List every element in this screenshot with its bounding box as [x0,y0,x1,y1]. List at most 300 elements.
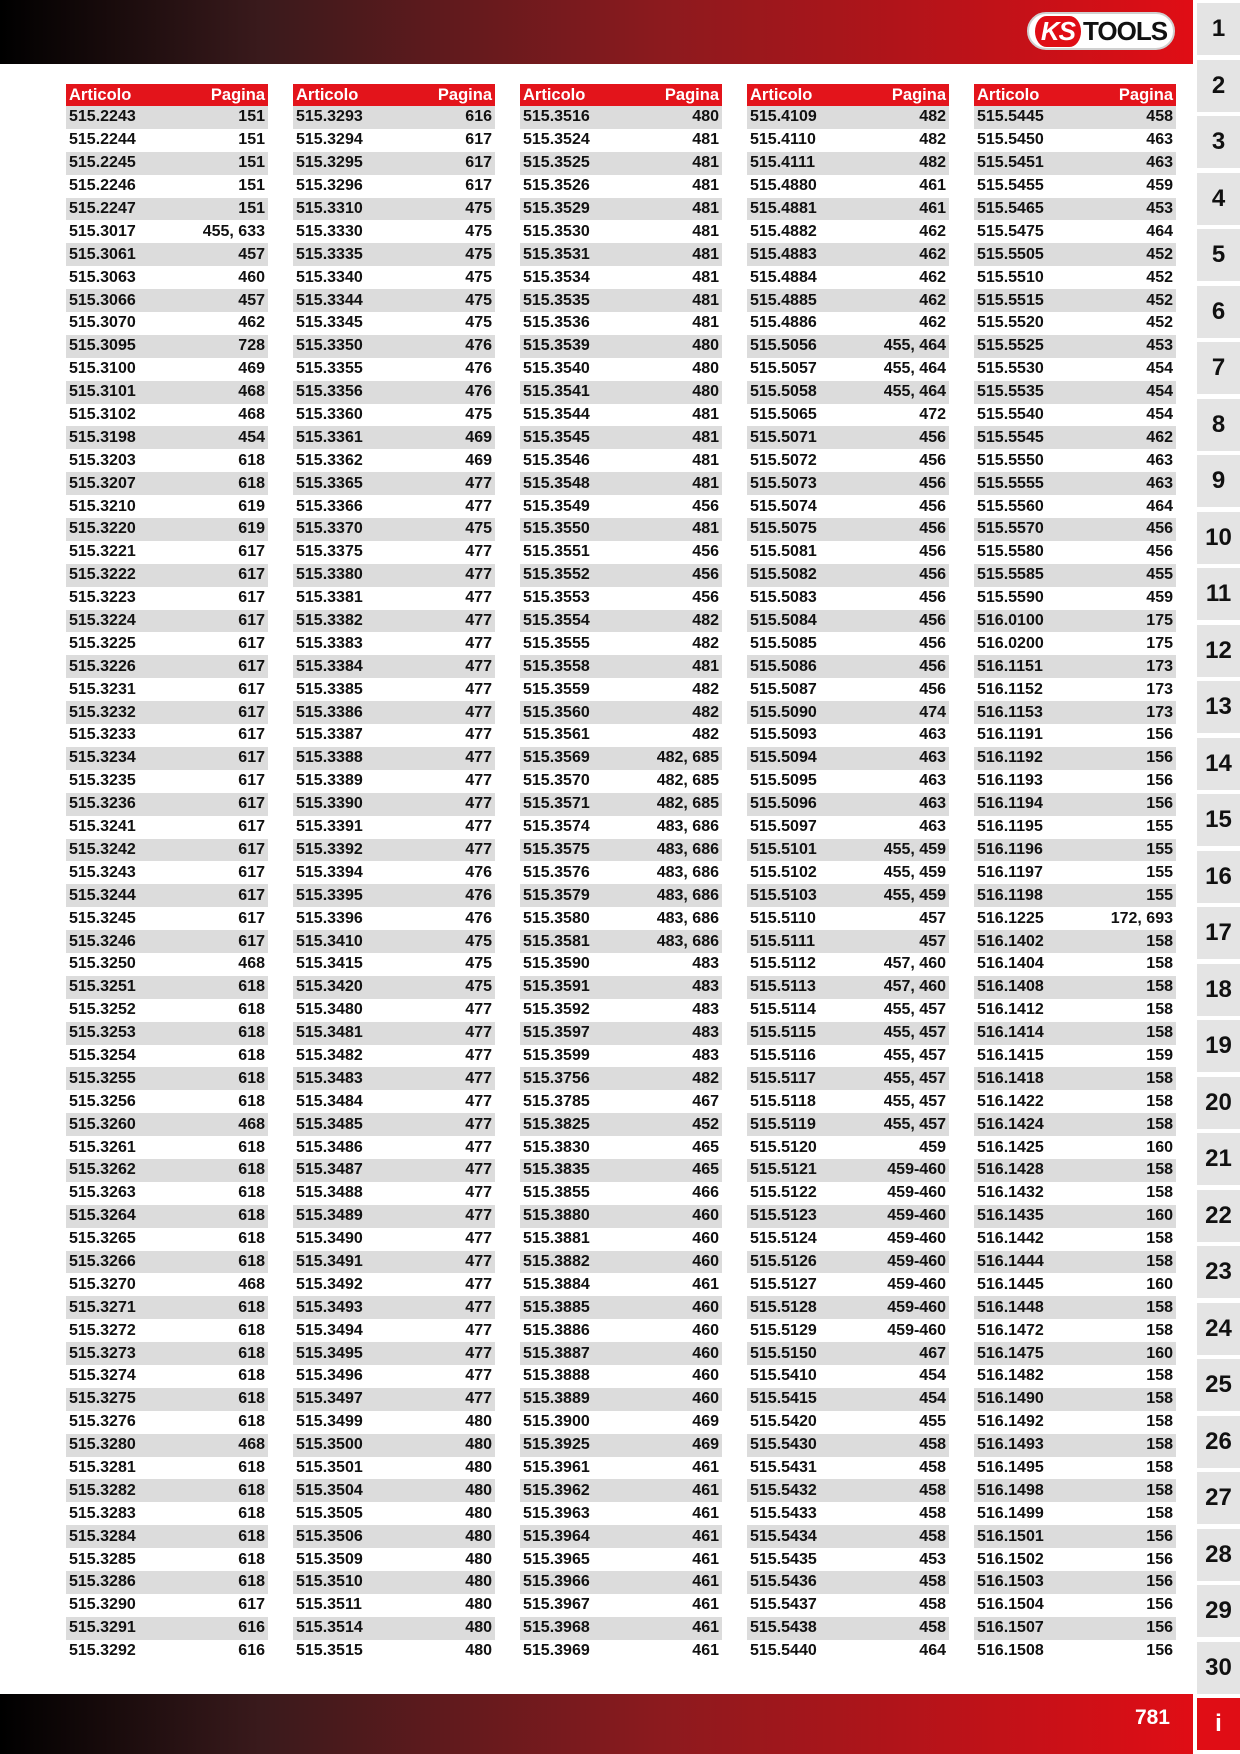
table-row [747,312,949,335]
article-number: 515.3489 [296,1207,363,1225]
article-number: 515.3356 [296,383,363,401]
article-number: 515.3559 [523,680,590,698]
article-number: 516.1435 [977,1207,1044,1225]
table-row [974,175,1176,198]
tab-chapter-10[interactable]: 10 [1197,512,1240,564]
article-number: 515.3242 [69,840,136,858]
tab-chapter-30[interactable]: 30 [1197,1642,1240,1694]
article-number: 515.3554 [523,612,590,630]
page-reference: 158 [1146,1390,1173,1408]
page-reference: 173 [1146,657,1173,675]
table-row [747,1411,949,1434]
tab-info[interactable]: i [1197,1698,1240,1750]
article-number: 515.3391 [296,818,363,836]
page-reference: 173 [1146,703,1173,721]
article-number: 515.3350 [296,337,363,355]
article-number: 515.5431 [750,1458,817,1476]
table-row [747,266,949,289]
article-number: 515.3516 [523,108,590,126]
table-row [520,1502,722,1525]
table-row [66,426,268,449]
page-reference: 482, 685 [656,772,719,790]
table-row [293,1365,495,1388]
table-row [293,1411,495,1434]
table-row [974,839,1176,862]
page-reference: 472 [919,406,946,424]
page-reference: 477 [465,1390,492,1408]
index-column-1 [66,84,268,1663]
tab-chapter-19[interactable]: 19 [1197,1020,1240,1072]
article-number: 515.3494 [296,1321,363,1339]
table-row [66,678,268,701]
article-number: 516.1490 [977,1390,1044,1408]
article-number: 515.3101 [69,383,136,401]
page-reference: 461 [692,1504,719,1522]
tab-chapter-20[interactable]: 20 [1197,1077,1240,1129]
article-number: 515.3063 [69,268,136,286]
column-header [974,84,1176,106]
article-number: 515.2243 [69,108,136,126]
article-number: 515.3102 [69,406,136,424]
table-row [747,404,949,427]
article-number: 516.1448 [977,1298,1044,1316]
page-reference: 480 [465,1504,492,1522]
page-reference: 618 [238,1413,265,1431]
page-reference: 459 [1146,589,1173,607]
article-number: 515.3539 [523,337,590,355]
table-row [747,106,949,129]
table-row [520,1113,722,1136]
table-row [293,839,495,862]
table-row [520,358,722,381]
article-number: 515.3493 [296,1298,363,1316]
article-number: 515.5433 [750,1504,817,1522]
page-reference: 476 [465,383,492,401]
tab-chapter-1[interactable]: 1 [1197,3,1240,55]
page-reference: 158 [1146,1458,1173,1476]
article-number: 515.5126 [750,1252,817,1270]
table-row [520,999,722,1022]
tab-chapter-29[interactable]: 29 [1197,1585,1240,1637]
article-number: 516.1503 [977,1573,1044,1591]
table-row [747,289,949,312]
table-row [66,152,268,175]
tab-chapter-28[interactable]: 28 [1197,1529,1240,1581]
table-row [520,884,722,907]
page-reference: 481 [692,314,719,332]
table-row [520,724,722,747]
page-reference: 160 [1146,1275,1173,1293]
tab-chapter-21[interactable]: 21 [1197,1133,1240,1185]
article-number: 515.4885 [750,291,817,309]
table-row [293,472,495,495]
article-number: 515.3880 [523,1207,590,1225]
table-row [974,1502,1176,1525]
page-reference: 476 [465,360,492,378]
article-number: 516.1415 [977,1046,1044,1064]
page-reference: 156 [1146,1550,1173,1568]
table-row [66,175,268,198]
page-reference: 454 [1146,360,1173,378]
table-row [520,289,722,312]
tab-chapter-8[interactable]: 8 [1197,399,1240,451]
page-reference: 477 [465,474,492,492]
article-number: 515.3396 [296,909,363,927]
article-number: 515.3017 [69,222,136,240]
page-reference: 460 [692,1298,719,1316]
table-row [974,1525,1176,1548]
table-row [293,1159,495,1182]
page-reference: 456 [919,520,946,538]
article-number: 515.3501 [296,1458,363,1476]
page-reference: 158 [1146,1252,1173,1270]
article-number: 515.5525 [977,337,1044,355]
tab-chapter-9[interactable]: 9 [1197,455,1240,507]
table-row [974,1617,1176,1640]
page-reference: 155 [1146,818,1173,836]
table-row [747,1617,949,1640]
table-row [974,449,1176,472]
article-number: 515.3525 [523,154,590,172]
page-reference: 618 [238,1550,265,1568]
table-row [66,198,268,221]
article-number: 515.3496 [296,1367,363,1385]
page-reference: 477 [465,680,492,698]
article-number: 515.5435 [750,1550,817,1568]
article-number: 515.4111 [750,154,815,172]
article-number: 515.3524 [523,131,590,149]
table-row [66,793,268,816]
page-reference: 483, 686 [656,932,719,950]
table-row [293,1525,495,1548]
page-reference: 155 [1146,840,1173,858]
table-row [293,404,495,427]
table-row [974,541,1176,564]
table-row [974,1045,1176,1068]
table-row [520,1251,722,1274]
page-reference: 462 [919,268,946,286]
article-number: 516.1418 [977,1069,1044,1087]
table-row [66,1525,268,1548]
tab-chapter-6[interactable]: 6 [1197,286,1240,338]
page-reference: 463 [919,749,946,767]
table-row [66,449,268,472]
article-number: 515.3293 [296,108,363,126]
table-row [66,587,268,610]
page-reference: 481 [692,451,719,469]
table-row [974,1113,1176,1136]
table-row [747,610,949,633]
table-row [66,1045,268,1068]
tab-chapter-25[interactable]: 25 [1197,1359,1240,1411]
page-reference: 618 [238,1527,265,1545]
article-number: 515.3276 [69,1413,136,1431]
table-row [66,564,268,587]
tab-chapter-13[interactable]: 13 [1197,681,1240,733]
page-reference: 460 [692,1390,719,1408]
article-number: 515.5102 [750,863,817,881]
page-reference: 160 [1146,1344,1173,1362]
page-reference: 156 [1146,1573,1173,1591]
table-row [974,793,1176,816]
table-row [974,1136,1176,1159]
tab-chapter-23[interactable]: 23 [1197,1246,1240,1298]
table-row [974,724,1176,747]
table-row [520,404,722,427]
table-row [520,495,722,518]
table-row [974,472,1176,495]
page-reference: 481 [692,222,719,240]
article-number: 515.5555 [977,474,1044,492]
table-row [974,564,1176,587]
article-number: 515.4110 [750,131,816,149]
tab-chapter-4[interactable]: 4 [1197,173,1240,225]
footer-bar [0,1694,1193,1754]
table-row [293,632,495,655]
table-row [66,1273,268,1296]
page-reference: 618 [238,1046,265,1064]
tab-chapter-14[interactable]: 14 [1197,738,1240,790]
table-row [520,1548,722,1571]
article-number: 515.3530 [523,222,590,240]
table-row [747,999,949,1022]
article-number: 515.5112 [750,955,816,973]
table-row [520,953,722,976]
article-number: 515.3579 [523,886,590,904]
header-article: Articolo [69,85,132,104]
header-bar [0,0,1193,64]
article-number: 515.3244 [69,886,136,904]
article-number: 515.3360 [296,406,363,424]
table-row [66,655,268,678]
page-reference: 456 [919,543,946,561]
article-number: 516.1225 [977,909,1044,927]
article-number: 515.5082 [750,566,817,584]
header-article: Articolo [296,85,359,104]
table-row [974,1571,1176,1594]
article-number: 515.3580 [523,909,590,927]
article-number: 515.3223 [69,589,136,607]
article-number: 515.5101 [750,840,817,858]
article-number: 515.3491 [296,1252,363,1270]
page-reference: 618 [238,1184,265,1202]
page-reference: 469 [692,1413,719,1431]
table-row [747,1296,949,1319]
tab-chapter-24[interactable]: 24 [1197,1303,1240,1355]
tab-chapter-18[interactable]: 18 [1197,964,1240,1016]
header-page: Pagina [664,85,719,104]
article-number: 515.3529 [523,200,590,217]
article-number: 515.3388 [296,749,363,767]
table-row [974,1228,1176,1251]
table-row [974,106,1176,129]
table-row [293,220,495,243]
table-row [747,907,949,930]
article-number: 515.3296 [296,177,363,195]
page-reference: 617 [238,818,265,836]
article-number: 515.5115 [750,1024,816,1042]
table-row [520,1273,722,1296]
table-row [520,747,722,770]
page-reference: 483 [692,955,719,973]
page-reference: 477 [465,1367,492,1385]
page-reference: 453 [1146,200,1173,217]
article-number: 515.3488 [296,1184,363,1202]
page-reference: 617 [238,1596,265,1614]
page-reference: 457 [238,291,265,309]
article-number: 515.3514 [296,1619,363,1637]
page-reference: 463 [1146,474,1173,492]
article-number: 515.5113 [750,978,816,996]
page-reference: 455 [919,1413,946,1431]
page-reference: 617 [465,131,492,149]
article-number: 515.3221 [69,543,136,561]
table-row [974,358,1176,381]
article-number: 515.5540 [977,406,1044,424]
tab-chapter-17[interactable]: 17 [1197,907,1240,959]
article-number: 515.5094 [750,749,817,767]
table-row [974,129,1176,152]
table-row [293,1594,495,1617]
article-number: 515.3365 [296,474,363,492]
page-reference: 469 [465,428,492,446]
article-number: 515.3967 [523,1596,590,1614]
page-reference: 452 [692,1115,719,1133]
tab-chapter-12[interactable]: 12 [1197,625,1240,677]
table-row [747,541,949,564]
article-number: 516.1422 [977,1092,1044,1110]
article-number: 515.5073 [750,474,817,492]
tab-chapter-22[interactable]: 22 [1197,1190,1240,1242]
table-row [293,724,495,747]
table-row [520,587,722,610]
article-number: 515.3234 [69,749,136,767]
page-reference: 482 [692,726,719,744]
page-reference: 619 [238,497,265,515]
table-row [293,564,495,587]
article-number: 515.5087 [750,680,817,698]
index-column-5 [974,84,1176,1663]
tab-chapter-3[interactable]: 3 [1197,116,1240,168]
tab-chapter-27[interactable]: 27 [1197,1472,1240,1524]
article-number: 515.3966 [523,1573,590,1591]
page-reference: 619 [238,520,265,538]
table-row [747,1090,949,1113]
article-number: 516.1472 [977,1321,1044,1339]
table-row [747,495,949,518]
page-reference: 468 [238,1115,265,1133]
page-reference: 480 [465,1642,492,1660]
table-row [747,953,949,976]
table-row [520,1617,722,1640]
tab-chapter-11[interactable]: 11 [1197,568,1240,620]
article-number: 515.5455 [977,177,1044,195]
table-row [66,816,268,839]
page-reference: 461 [692,1550,719,1568]
page-reference: 481 [692,200,719,217]
table-row [520,564,722,587]
page-reference: 459-460 [887,1275,946,1293]
page-reference: 458 [1146,108,1173,126]
page-reference: 618 [238,1001,265,1019]
article-number: 515.3965 [523,1550,590,1568]
page-reference: 618 [238,1161,265,1179]
page-reference: 475 [465,978,492,996]
table-row [747,632,949,655]
article-number: 516.1153 [977,703,1043,721]
table-row [66,495,268,518]
page-reference: 477 [465,589,492,607]
page-reference: 480 [465,1596,492,1614]
table-row [520,541,722,564]
page-reference: 459-460 [887,1184,946,1202]
article-number: 515.3355 [296,360,363,378]
page-reference: 158 [1146,1481,1173,1499]
header-page: Pagina [1118,85,1173,104]
page-reference: 158 [1146,1367,1173,1385]
table-row [520,976,722,999]
article-number: 515.5093 [750,726,817,744]
tab-chapter-16[interactable]: 16 [1197,851,1240,903]
page-reference: 482 [692,1069,719,1087]
article-number: 515.3495 [296,1344,363,1362]
article-number: 515.3207 [69,474,136,492]
table-row [293,953,495,976]
page-reference: 482 [919,131,946,149]
tab-chapter-5[interactable]: 5 [1197,229,1240,281]
page-reference: 461 [692,1596,719,1614]
table-row [747,1159,949,1182]
page-reference: 156 [1146,795,1173,813]
article-number: 515.3486 [296,1138,363,1156]
article-number: 515.5083 [750,589,817,607]
article-number: 515.3969 [523,1642,590,1660]
table-row [520,770,722,793]
article-number: 515.3964 [523,1527,590,1545]
article-number: 515.5111 [750,932,815,950]
page-reference: 618 [238,451,265,469]
table-row [520,243,722,266]
tab-chapter-26[interactable]: 26 [1197,1416,1240,1468]
table-row [974,976,1176,999]
page-reference: 463 [919,795,946,813]
article-number: 515.5590 [977,589,1044,607]
table-row [293,312,495,335]
tab-chapter-7[interactable]: 7 [1197,342,1240,394]
page-reference: 462 [919,245,946,263]
page-reference: 455, 457 [883,1001,946,1019]
article-number: 515.3835 [523,1161,590,1179]
article-number: 515.3825 [523,1115,590,1133]
table-row [747,1136,949,1159]
tab-chapter-2[interactable]: 2 [1197,60,1240,112]
page-reference: 475 [465,932,492,950]
table-row [747,220,949,243]
tab-chapter-15[interactable]: 15 [1197,794,1240,846]
article-number: 516.1482 [977,1367,1044,1385]
table-row [520,472,722,495]
page-reference: 455, 459 [883,863,946,881]
table-row [293,1296,495,1319]
page-reference: 481 [692,177,719,195]
page-reference: 483, 686 [656,909,719,927]
page-reference: 175 [1146,634,1173,652]
index-column-4 [747,84,949,1663]
table-row [66,1617,268,1640]
page-reference: 456 [919,634,946,652]
article-number: 515.3549 [523,497,590,515]
table-row [293,907,495,930]
